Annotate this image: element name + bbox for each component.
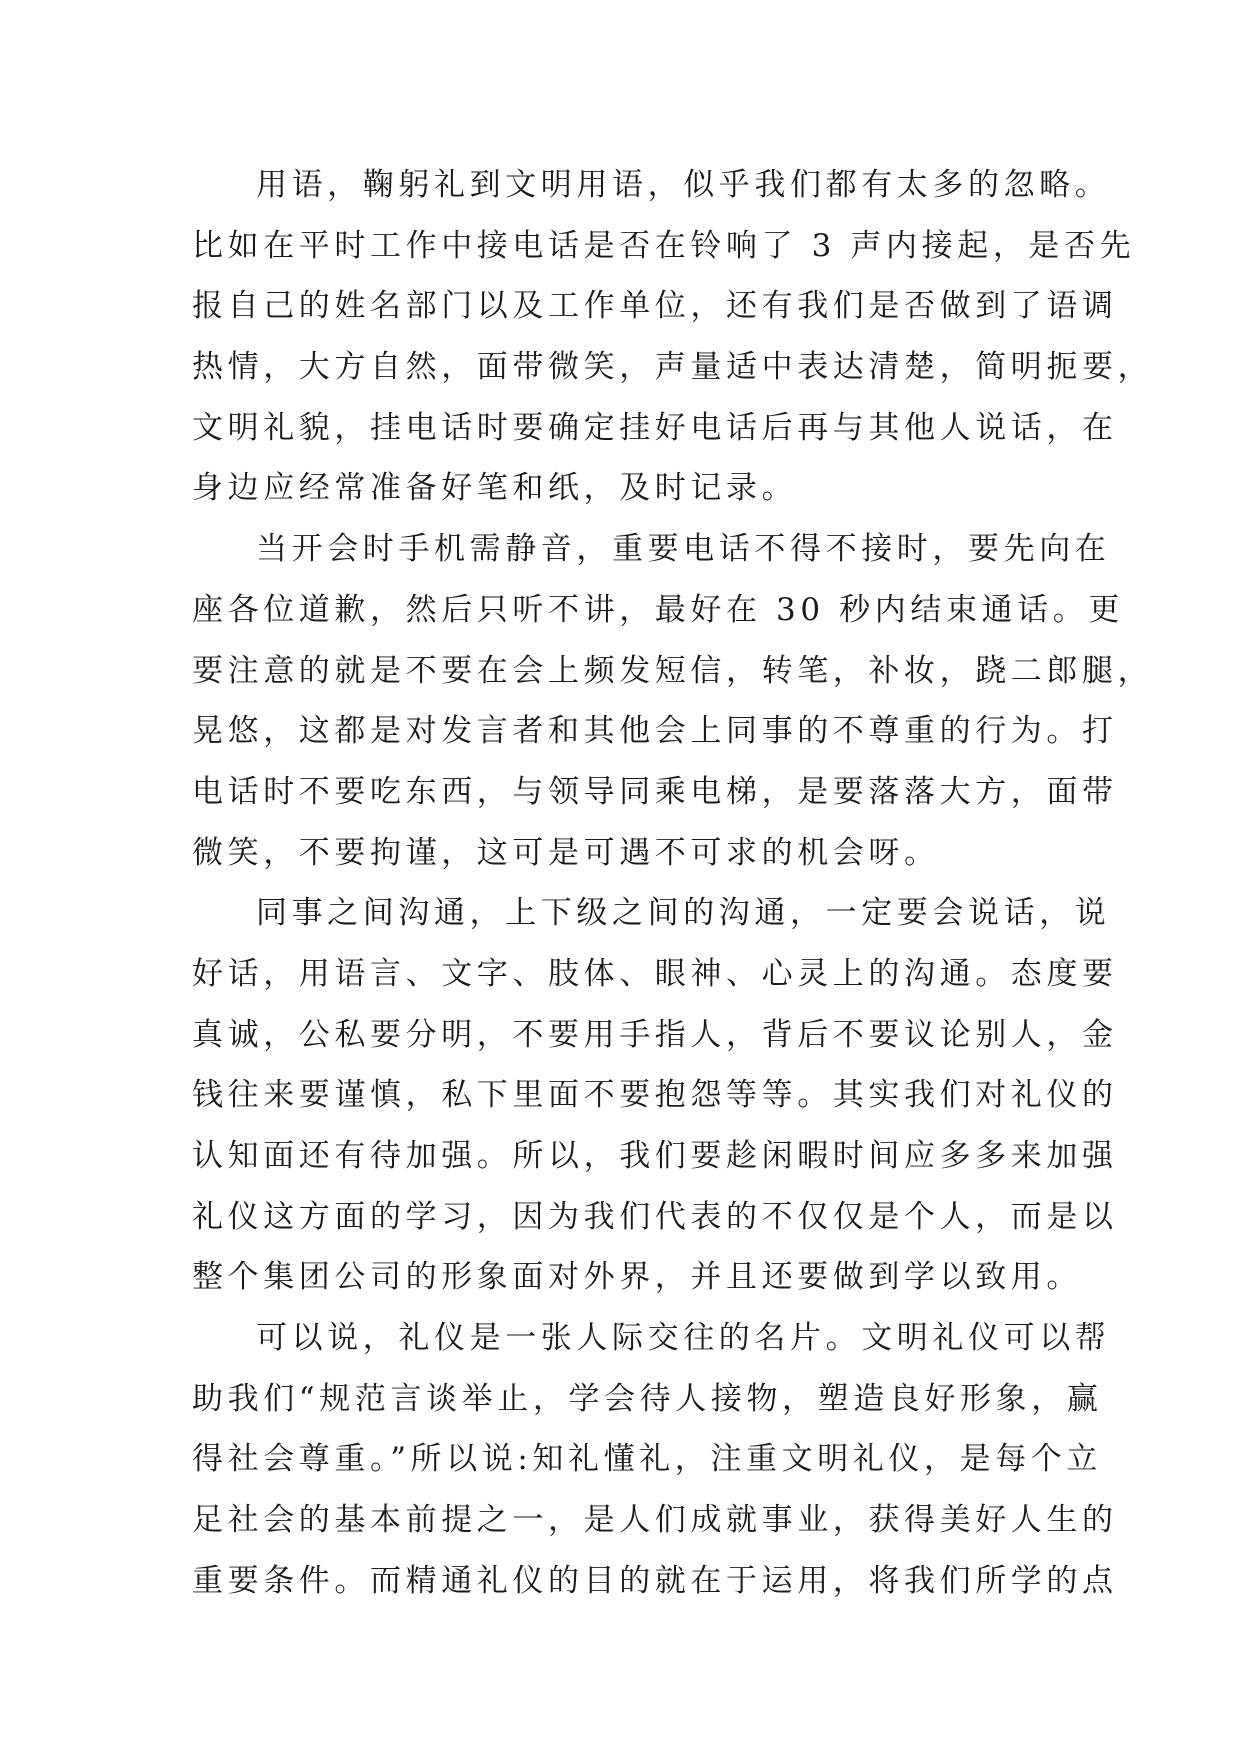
text-line: 好话，用语言、文字、肢体、眼神、心灵上的沟通。态度要: [192, 955, 1118, 992]
text-line: 晃悠，这都是对发言者和其他会上同事的不尊重的行为。打: [192, 713, 1118, 750]
text-line: 可以说，礼仪是一张人际交往的名片。文明礼仪可以帮: [256, 1320, 1111, 1357]
text-line: 文明礼貌，挂电话时要确定挂好电话后再与其他人说话，在: [192, 409, 1118, 446]
document-body-text: [192, 155, 1154, 1612]
text-line: 座各位道歉，然后只听不讲，最好在 30 秒内结束通话。更: [192, 591, 1124, 628]
text-line: 微笑，不要拘谨，这可是可遇不可求的机会呀。: [192, 834, 940, 871]
text-line: 报自己的姓名部门以及工作单位，还有我们是否做到了语调: [192, 288, 1118, 325]
text-line: 用语，鞠躬礼到文明用语，似乎我们都有太多的忽略。: [256, 167, 1111, 203]
text-line: 热情，大方自然，面带微笑，声量适中表达清楚，简明扼要，: [192, 349, 1154, 386]
text-line: 足社会的基本前提之一，是人们成就事业，获得美好人生的: [192, 1502, 1118, 1539]
text-line: 要注意的就是不要在会上频发短信，转笔，补妆，跷二郎腿，: [192, 652, 1154, 689]
text-line: 礼仪这方面的学习，因为我们代表的不仅仅是个人，而是以: [192, 1198, 1118, 1235]
text-line: 得社会尊重。”所以说:知礼懂礼，注重文明礼仪，是每个立: [192, 1441, 1102, 1478]
text-line: 助我们“规范言谈举止，学会待人接物，塑造良好形象，赢: [192, 1380, 1103, 1417]
text-line: 钱往来要谨慎，私下里面不要抱怨等等。其实我们对礼仪的: [192, 1077, 1118, 1114]
text-line: 认知面还有待加强。所以，我们要趁闲暇时间应多多来加强: [192, 1138, 1118, 1174]
text-line: 比如在平时工作中接电话是否在铃响了 3 声内接起，是否先: [192, 227, 1136, 264]
text-line: 身边应经常准备好笔和纸，及时记录。: [192, 470, 798, 507]
text-line: 同事之间沟通，上下级之间的沟通，一定要会说话，说: [256, 895, 1111, 932]
text-line: 真诚，公私要分明，不要用手指人，背后不要议论别人，金: [192, 1016, 1118, 1053]
text-line: 当开会时手机需静音，重要电话不得不接时，要先向在: [256, 531, 1111, 568]
text-line: 整个集团公司的形象面对外界，并且还要做到学以致用。: [192, 1259, 1082, 1296]
text-line: 重要条件。而精通礼仪的目的就在于运用，将我们所学的点: [192, 1562, 1118, 1599]
text-line: 电话时不要吃东西，与领导同乘电梯，是要落落大方，面带: [192, 773, 1118, 810]
